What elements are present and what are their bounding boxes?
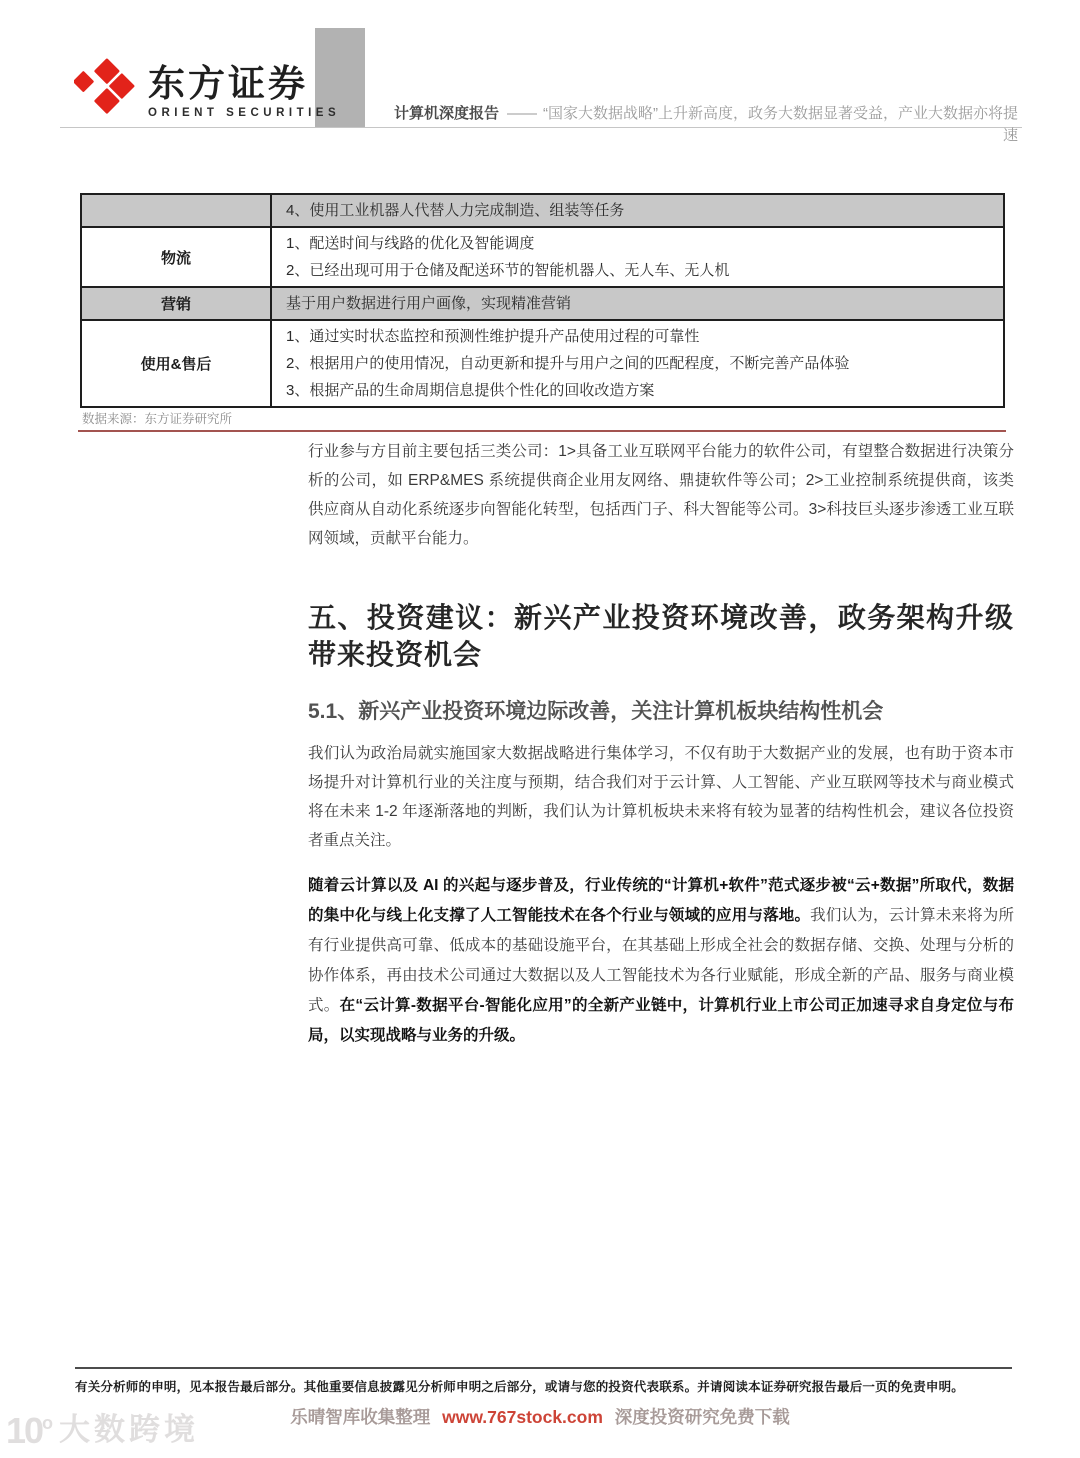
section-red-rule [78,430,1006,432]
row-label: 物流 [82,228,272,286]
row-item: 1、通过实时状态监控和预测性维护提升产品使用过程的可靠性 [286,328,700,345]
report-type-label: 计算机深度报告 [393,105,499,122]
row-item: 2、已经出现可用于仓储及配送环节的智能机器人、无人车、无人机 [286,262,730,279]
watermark-text: 大数跨境 [59,1412,200,1447]
orient-securities-logo [74,52,340,124]
row-item: 1、配送时间与线路的优化及智能调度 [286,235,535,252]
promo-url-link[interactable]: www.767stock.com [442,1407,603,1427]
row-item: 基于用户数据进行用户画像，实现精准营销 [286,295,572,312]
orient-logo-mark-icon [74,52,138,124]
regular-segment: 我们认为，云计算未来将为所有行业提供高可靠、低成本的基础设施平台，在其基础上形成全社会的数据存储、交换、处理与分析的协作体系，再由技术公司通过大数据以及人工智能技术为各行业赋能，形成全新的产品、服务与商业模式。 [308,907,1014,1014]
table-row [82,319,1003,406]
logo-name-cn: 东方证券 [148,63,308,104]
paragraph-investment-view: 我们认为政治局就实施国家大数据战略进行集体学习，不仅有助于大数据产业的发展，也有助于资本市场提升对计算机行业的关注度与预期，结合我们对于云计算、人工智能、产业互联网等技术与商业模式将在未来 1-2 年逐渐落地的判断，我们认为计算机板块未来将有较为显著的结构性机会，建议各位投资者重点关注。 [308,745,1014,849]
report-subtitle: “国家大数据战略”上升新高度，政务大数据显著受益，产业大数据亦将提速 [543,105,1018,144]
logo-text [148,52,340,119]
report-header-title [383,103,1018,147]
smart-manufacturing-table [80,193,1005,408]
row-label: 使用&售后 [82,321,272,406]
row-label [82,195,272,226]
row-label: 营销 [82,288,272,319]
paragraph-industry-players: 行业参与方目前主要包括三类公司：1>具备工业互联网平台能力的软件公司，有望整合数据进行决策分析的公司，如 ERP&MES 系统提供商企业用友网络、鼎捷软件等公司；2>工业控制系统提供商，该类供应商从自动化系统逐步向智能化转型，包括西门子、科大智能等公司。3>科技巨头逐步渗透工业互联网领域，贡献平台能力。 [308,443,1014,547]
table-row [82,195,1003,226]
paragraph-cloud-thesis [308,871,1014,1051]
table-row [82,226,1003,286]
section-heading: 五、投资建议：新兴产业投资环境改善，政务架构升级带来投资机会 [308,602,1014,670]
footer-divider [75,1367,1012,1369]
subsection-heading: 5.1、新兴产业投资环境边际改善，关注计算机板块结构性机会 [308,700,884,723]
row-item: 4、使用工业机器人代替人力完成制造、组装等任务 [286,202,625,219]
watermark-logo-icon: 10$^o$ [6,1409,52,1451]
bold-segment: 随着云计算以及 AI 的兴起与逐步普及，行业传统的“计算机+软件”范式逐步被“云+数据”所取代，数据的集中化与线上化支撑了人工智能技术在各个行业与领域的应用与落地。 [308,877,1014,924]
table-source-note: 数据来源：东方证券研究所 [82,412,233,426]
row-item: 2、根据用户的使用情况，自动更新和提升与用户之间的匹配程度，不断完善产品体验 [286,355,850,372]
content-column [308,437,1014,1051]
promo-suffix: 深度投资研究免费下载 [614,1407,790,1427]
logo-name-en: ORIENT SECURITIES [148,107,341,119]
header-dash: —— [507,105,537,122]
bold-segment: 在“云计算-数据平台-智能化应用”的全新产业链中，计算机行业上市公司正加速寻求自身定位与布局，以实现战略与业务的升级。 [308,997,1014,1044]
watermark [6,1404,199,1449]
table-row [82,286,1003,319]
promo-prefix: 乐晴智库收集整理 [290,1407,431,1427]
row-item: 3、根据产品的生命周期信息提供个性化的回收改造方案 [286,382,655,399]
analyst-disclaimer: 有关分析师的申明，见本报告最后部分。其他重要信息披露见分析师申明之后部分，或请与您的投资代表联系。并请阅读本证券研究报告最后一页的免责申明。 [75,1380,965,1394]
